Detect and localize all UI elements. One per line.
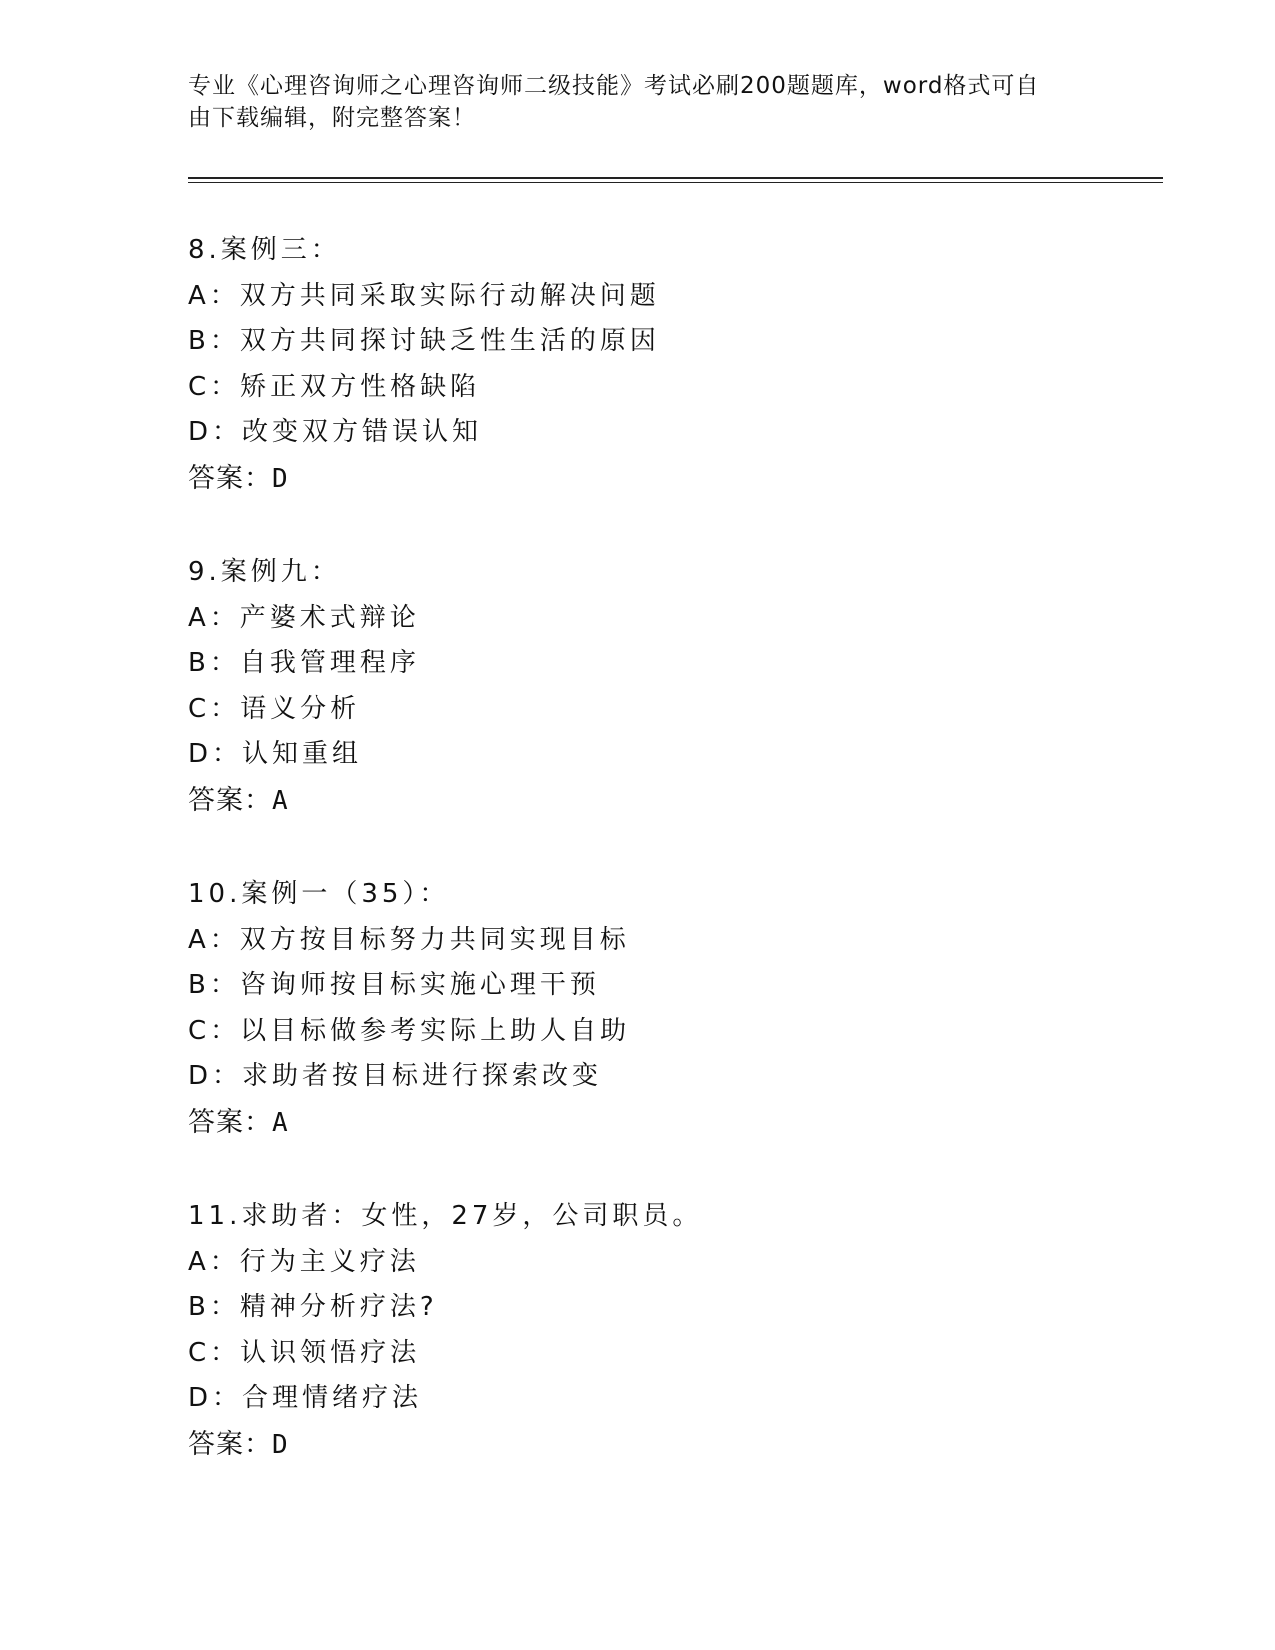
option-d: D：求助者按目标进行探索改变	[188, 1061, 603, 1091]
option-b: B：精神分析疗法?	[188, 1292, 438, 1322]
question-stem: 11.求助者：女性，27岁，公司职员。	[188, 1201, 703, 1231]
answer-line	[188, 778, 1088, 824]
answer-label: 答案：	[188, 1428, 272, 1460]
answer-line	[188, 1422, 1088, 1468]
option-c: C：矫正双方性格缺陷	[188, 371, 481, 402]
question-10	[188, 872, 1088, 1145]
option-d: D：认知重组	[188, 739, 363, 769]
answer-value: D	[272, 463, 289, 494]
question-8	[188, 228, 1088, 501]
answer-value: A	[272, 785, 289, 816]
option-a: A：双方按目标努力共同实现目标	[188, 924, 630, 955]
question-stem: 9.案例九：	[188, 557, 341, 587]
option-a: A：产婆术式辩论	[188, 602, 420, 633]
header-line-1: 专业《心理咨询师之心理咨询师二级技能》考试必刷200题题库，word格式可自	[188, 73, 1040, 99]
option-b: B：双方共同探讨缺乏性生活的原因	[188, 326, 660, 356]
question-11	[188, 1194, 1088, 1467]
header-divider-thin	[188, 182, 1163, 183]
header-divider-thick	[188, 177, 1163, 179]
answer-line	[188, 1100, 1088, 1146]
answer-line	[188, 456, 1088, 502]
option-a: A：行为主义疗法	[188, 1246, 420, 1277]
option-b: B：自我管理程序	[188, 648, 420, 678]
option-d: D：合理情绪疗法	[188, 1383, 423, 1413]
option-c: C：语义分析	[188, 693, 361, 724]
header-line-2: 由下载编辑，附完整答案！	[188, 105, 476, 131]
answer-value: D	[272, 1429, 289, 1460]
answer-label: 答案：	[188, 784, 272, 816]
question-stem: 8.案例三：	[188, 235, 341, 265]
option-a: A：双方共同采取实际行动解决问题	[188, 280, 660, 311]
answer-value: A	[272, 1107, 289, 1138]
option-c: C：认识领悟疗法	[188, 1337, 421, 1368]
question-9	[188, 550, 1088, 823]
question-stem: 10.案例一（35）：	[188, 879, 450, 909]
option-c: C：以目标做参考实际上助人自助	[188, 1015, 631, 1046]
document-header	[188, 70, 1068, 134]
answer-label: 答案：	[188, 1106, 272, 1138]
option-b: B：咨询师按目标实施心理干预	[188, 970, 600, 1000]
option-d: D：改变双方错误认知	[188, 417, 483, 447]
answer-label: 答案：	[188, 462, 272, 494]
